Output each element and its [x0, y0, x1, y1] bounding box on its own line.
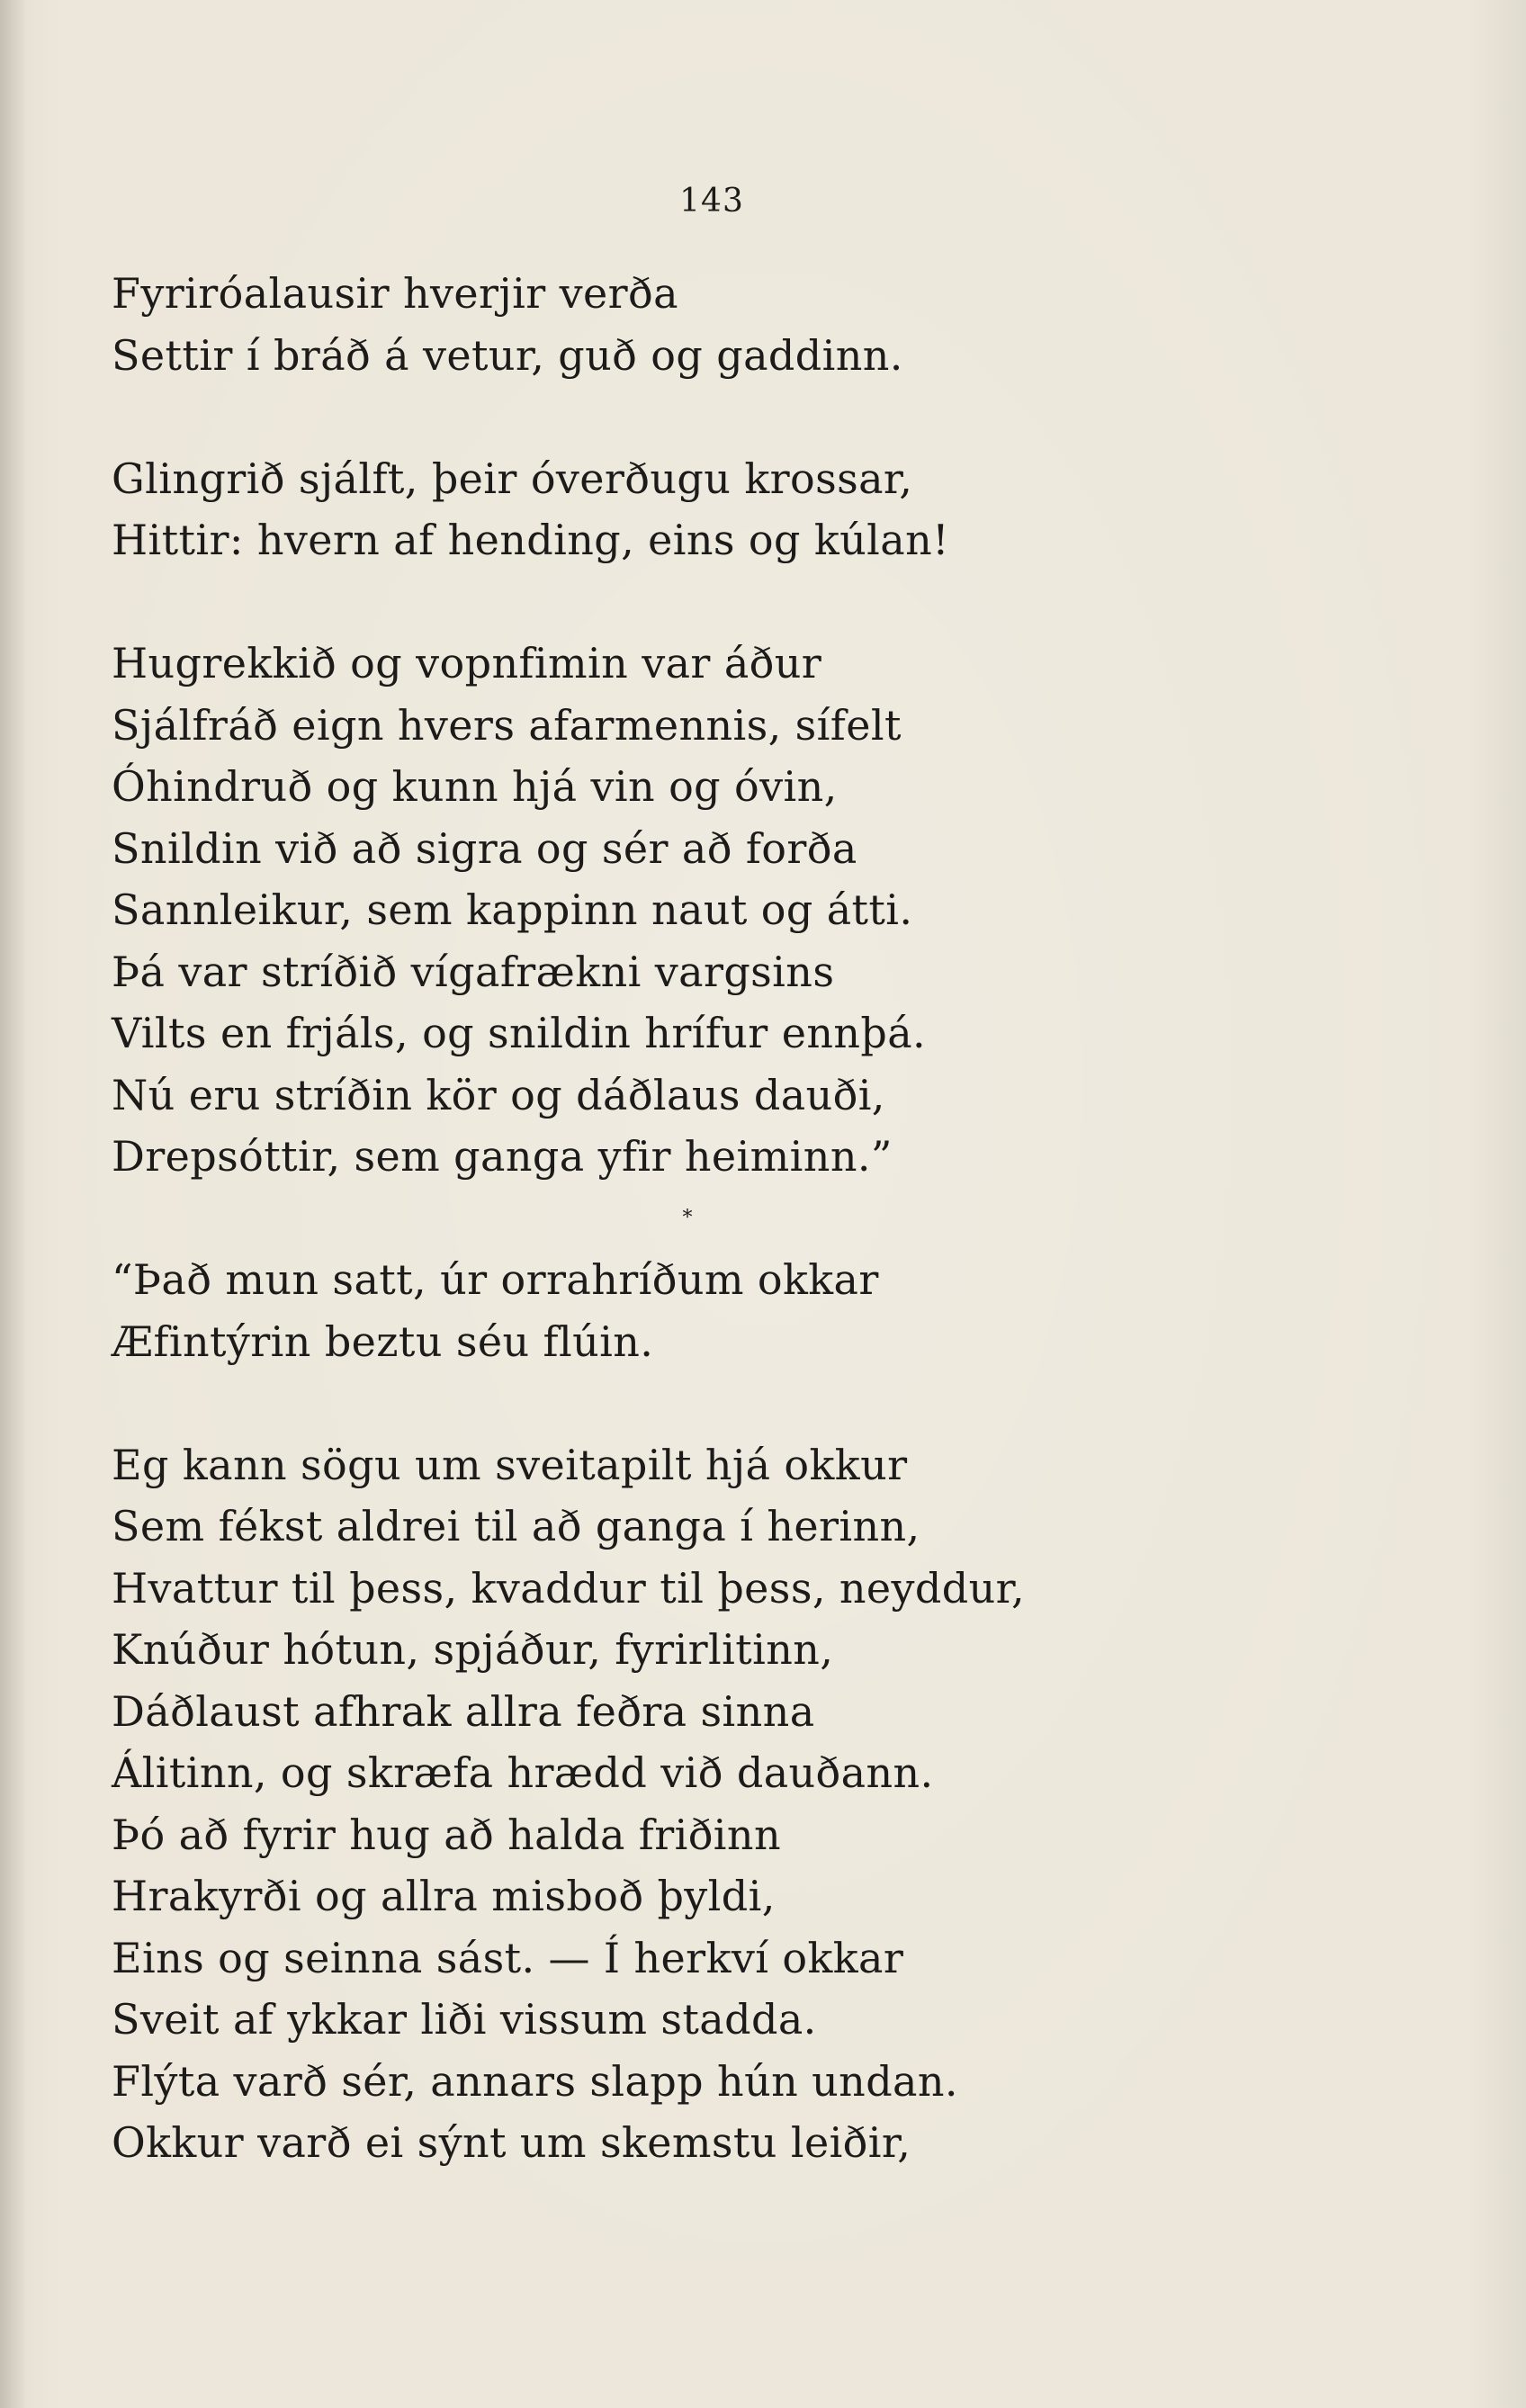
- asterisk-separator: *: [682, 1206, 693, 1229]
- poem-line: Álitinn, og skræfa hrædd við dauðann.: [112, 1748, 934, 1797]
- poem-line: Sveit af ykkar liði vissum stadda.: [112, 1995, 817, 2044]
- poem-line: Þá var stríðið vígafrækni vargsins: [112, 947, 835, 996]
- stanza-gap: [112, 1372, 1389, 1434]
- poem-line: Eins og seinna sást. — Í herkví okkar: [112, 1933, 904, 1982]
- poem-text: [112, 263, 1389, 2174]
- poem-line: Fyriróalausir hverjir verða: [112, 269, 678, 318]
- stanza-gap: [112, 386, 1389, 448]
- poem-line: Þó að fyrir hug að halda friðinn: [112, 1810, 781, 1859]
- poem-line: Snildin við að sigra og sér að forða: [112, 823, 857, 873]
- poem-line: Hvattur til þess, kvaddur til þess, neyddur,: [112, 1563, 1025, 1613]
- poem-line: Eg kann sögu um sveitapilt hjá okkur: [112, 1440, 908, 1489]
- poem-line: Óhindruð og kunn hjá vin og óvin,: [112, 762, 838, 811]
- section-separator: [112, 1188, 1317, 1250]
- poem-line: Knúður hótun, spjáður, fyrirlitinn,: [112, 1625, 834, 1674]
- stanza: [112, 633, 1389, 1188]
- poem-line: Hrakyrði og allra misboð þyldi,: [112, 1872, 776, 1920]
- poem-line: Sem fékst aldrei til að ganga í herinn,: [112, 1502, 920, 1550]
- poem-line: Glingrið sjálft, þeir óverðugu krossar,: [112, 454, 913, 503]
- poem-line: Settir í bráð á vetur, guð og gaddinn.: [112, 330, 903, 380]
- poem-line: Drepsóttir, sem ganga yfir heiminn.”: [112, 1132, 893, 1181]
- page-edge-shadow: [0, 0, 27, 2408]
- poem-line: Sjálfráð eign hvers afarmennis, sífelt: [112, 700, 902, 750]
- stanza: [112, 1249, 1389, 1372]
- poem-line: Flýta varð sér, annars slapp hún undan.: [112, 2056, 958, 2106]
- poem-line: “Það mun satt, úr orrahríðum okkar: [112, 1255, 879, 1304]
- poem-line: Dáðlaust afhrak allra feðra sinna: [112, 1686, 815, 1736]
- stanza: [112, 448, 1389, 571]
- poem-line: Vilts en frjáls, og snildin hrífur ennþá.: [112, 1009, 927, 1057]
- stanza-gap: [112, 571, 1389, 633]
- stanza: [112, 1434, 1389, 2174]
- stanza: [112, 263, 1389, 386]
- poem-line: Hugrekkið og vopnfimin var áður: [112, 639, 822, 687]
- poem-line: Nú eru stríðin kör og dáðlaus dauði,: [112, 1070, 885, 1119]
- poem-line: Okkur varð ei sýnt um skemstu leiðir,: [112, 2118, 911, 2167]
- page-number: 143: [679, 183, 744, 220]
- poem-line: Sannleikur, sem kappinn naut og átti.: [112, 885, 913, 934]
- poem-line: Hittir: hvern af hending, eins og kúlan!: [112, 516, 950, 564]
- poem-line: Æfintýrin beztu séu flúin.: [112, 1316, 654, 1366]
